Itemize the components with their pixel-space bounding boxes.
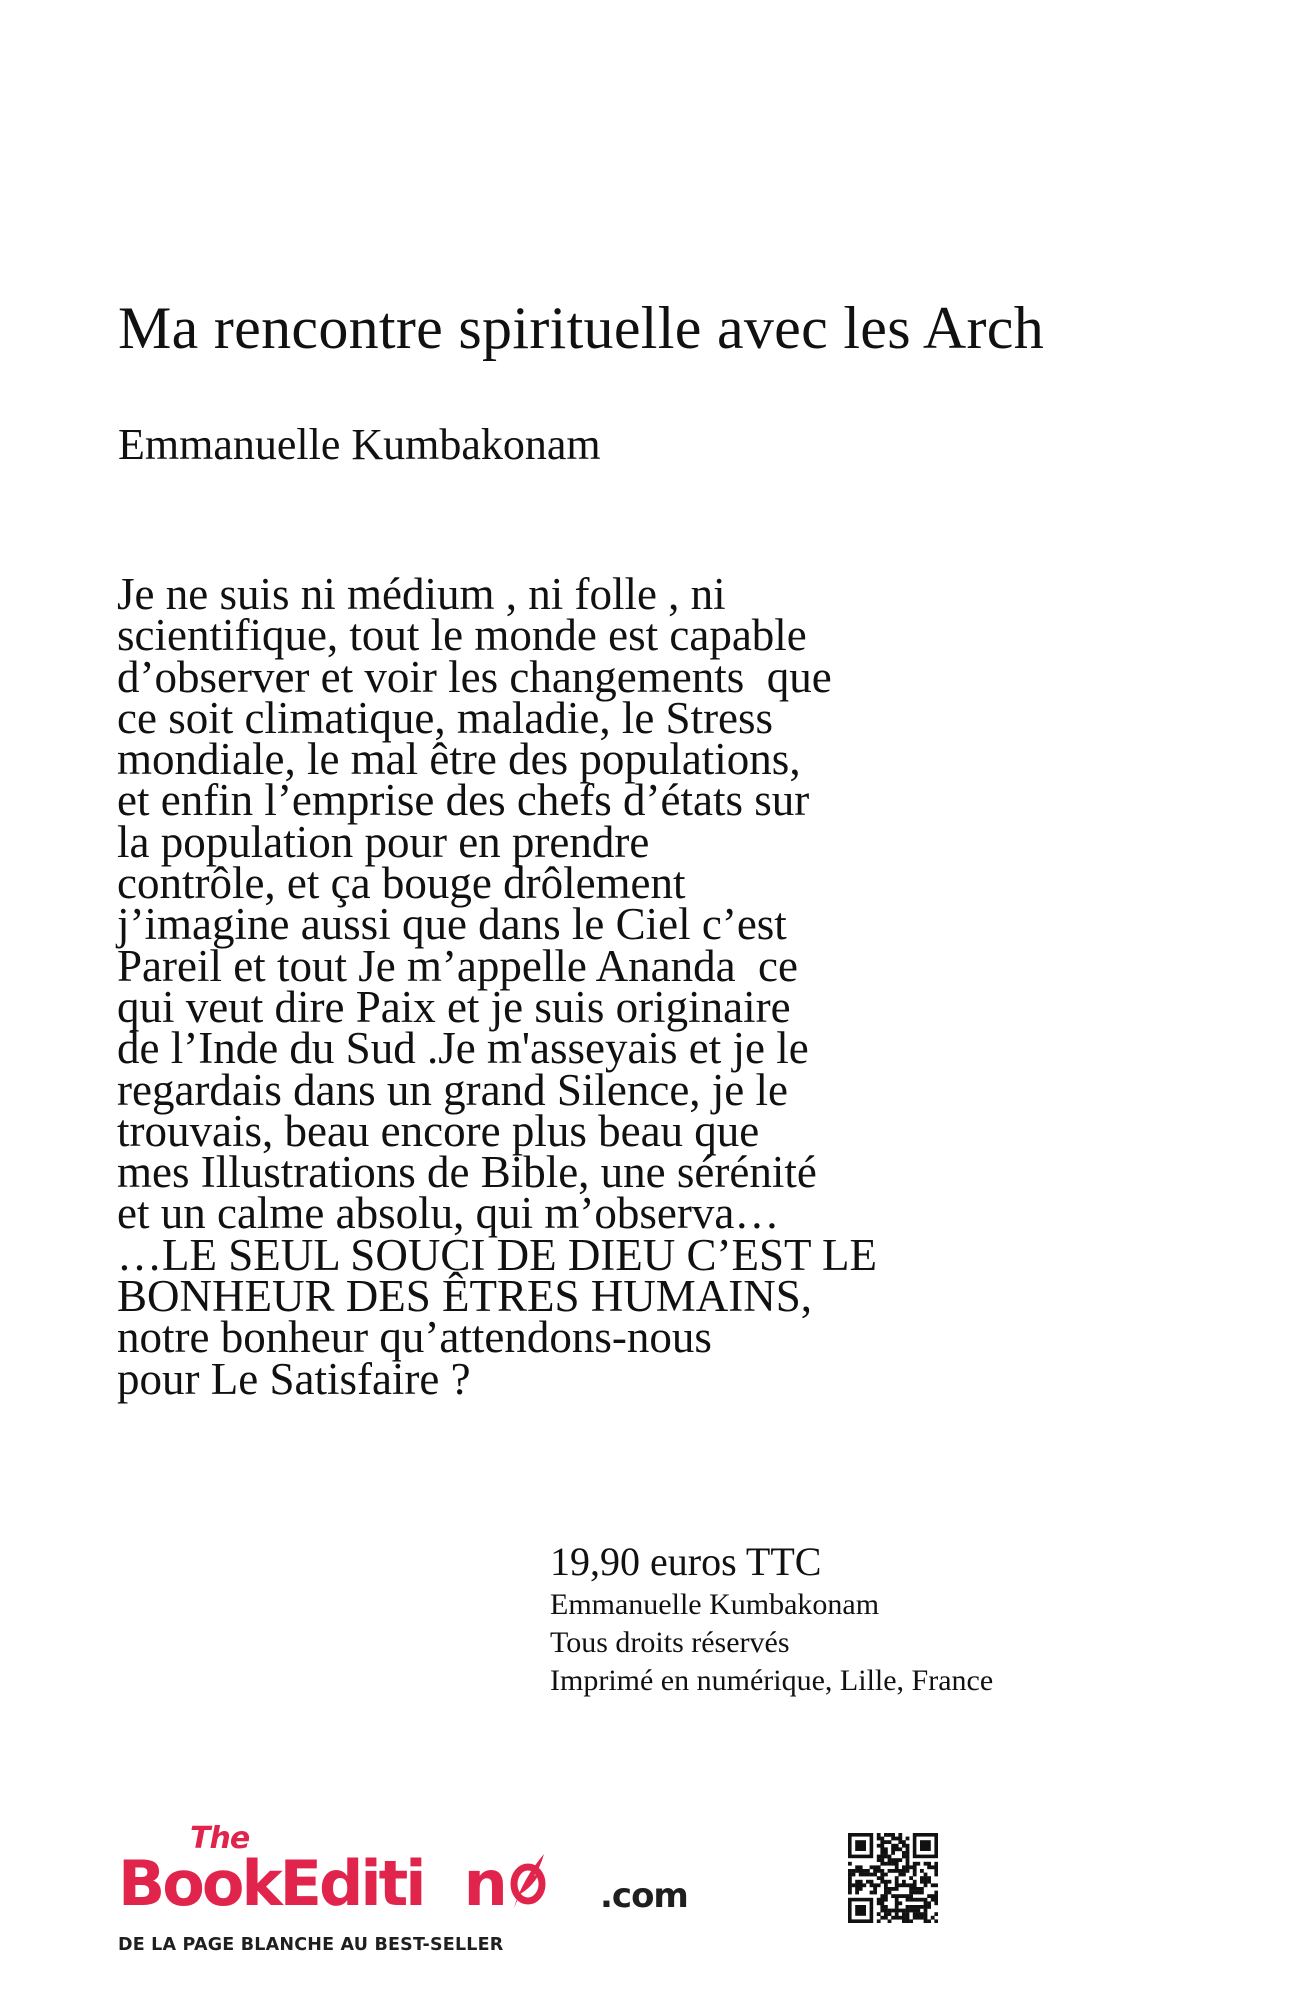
- blurb-line: regardais dans un grand Silence, je le: [117, 1064, 789, 1115]
- blurb-line: Pareil et tout Je m’appelle Ananda ce: [117, 940, 798, 991]
- book-author: Emmanuelle Kumbakonam: [118, 420, 601, 469]
- logo-prefix: The: [190, 1821, 250, 1856]
- logo-name: BookEditi: [118, 1847, 424, 1920]
- colophon-author: Emmanuelle Kumbakonam: [550, 1588, 880, 1621]
- blurb-line: ce soit climatique, maladie, le Stress: [117, 692, 774, 743]
- blurb-line: qui veut dire Paix et je suis originaire: [117, 981, 791, 1032]
- back-cover-blurb: [117, 569, 977, 1404]
- blurb-line: j’imagine aussi que dans le Ciel c’est: [117, 899, 787, 950]
- blurb-line: scientifique, tout le monde est capable: [117, 610, 807, 661]
- blurb-line: mes Illustrations de Bible, une sérénité: [117, 1147, 817, 1198]
- blurb-line: trouvais, beau encore plus beau que: [117, 1105, 760, 1156]
- blurb-line: la population pour en prendre: [117, 816, 650, 867]
- blurb-line: et enfin l’emprise des chefs d’états sur: [117, 775, 810, 826]
- publisher-logo: [118, 1821, 718, 1955]
- feather-icon: [508, 1850, 548, 1910]
- blurb-line: Je ne suis ni médium , ni folle , ni: [117, 569, 726, 619]
- colophon: [550, 1538, 993, 1700]
- logo-wordmark: [118, 1847, 505, 1920]
- blurb-line: pour Le Satisfaire ?: [117, 1353, 471, 1404]
- logo-name-end: n: [463, 1847, 505, 1920]
- printing-notice: Imprimé en numérique, Lille, France: [550, 1664, 994, 1697]
- rights-notice: Tous droits réservés: [550, 1626, 790, 1659]
- blurb-line: …LE SEUL SOUCI DE DIEU C’EST LE: [117, 1229, 877, 1280]
- blurb-line: BONHEUR DES ÊTRES HUMAINS,: [117, 1271, 813, 1322]
- blurb-line: mondiale, le mal être des populations,: [117, 734, 801, 785]
- book-title: Ma rencontre spirituelle avec les Arch: [118, 295, 1045, 361]
- logo-domain: .com: [600, 1876, 688, 1916]
- price: 19,90 euros TTC: [550, 1539, 822, 1584]
- blurb-line: contrôle, et ça bouge drôlement: [117, 858, 686, 909]
- blurb-line: de l’Inde du Sud .Je m'asseyais et je le: [117, 1023, 809, 1074]
- blurb-line: et un calme absolu, qui m’observa…: [117, 1188, 780, 1239]
- blurb-line: d’observer et voir les changements que: [117, 651, 832, 702]
- qr-code-icon: [848, 1833, 938, 1923]
- blurb-line: notre bonheur qu’attendons-nous: [117, 1312, 712, 1363]
- publisher-tagline: DE LA PAGE BLANCHE AU BEST-SELLER: [118, 1935, 504, 1955]
